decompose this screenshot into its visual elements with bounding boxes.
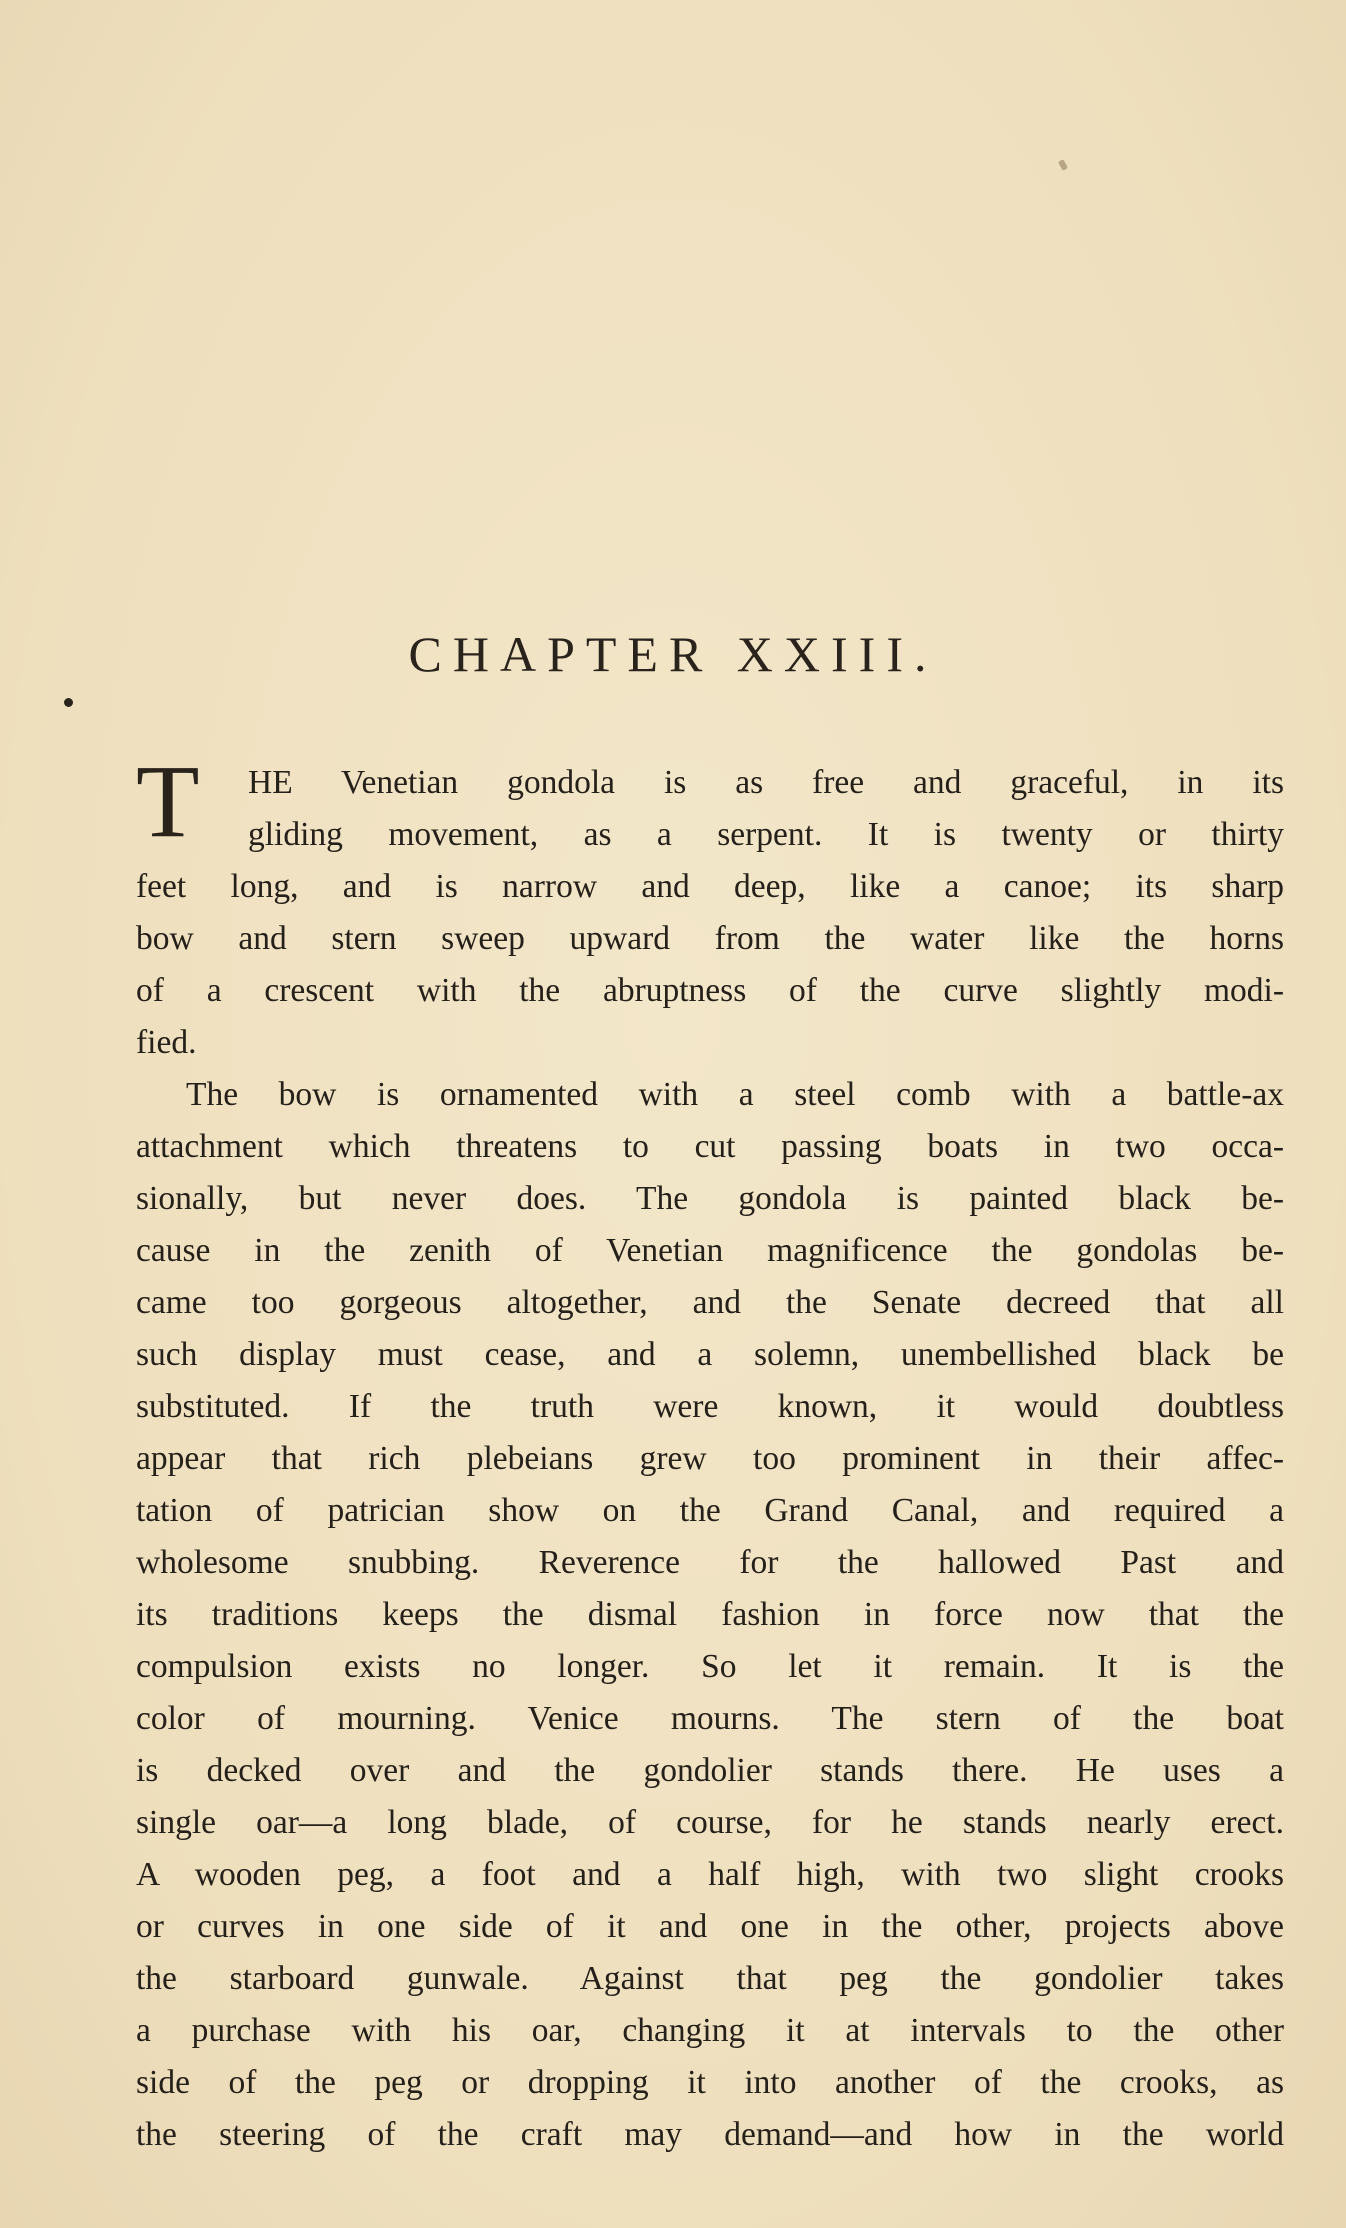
text-line: compulsion exists no longer. So let it remain. It is the — [136, 1648, 1284, 1685]
text-line: side of the peg or dropping it into another of the crooks, as — [136, 2064, 1284, 2101]
text-line: single oar—a long blade, of course, for he stands nearly erect. — [136, 1804, 1284, 1841]
text-line: tation of patrician show on the Grand Canal, and required a — [136, 1492, 1284, 1529]
paper-speck — [1058, 159, 1068, 171]
text-line: appear that rich plebeians grew too prominent in their affec- — [136, 1440, 1284, 1477]
text-line: A wooden peg, a foot and a half high, with two slight crooks — [136, 1856, 1284, 1893]
text-line: bow and stern sweep upward from the water like the horns — [136, 920, 1284, 957]
text-line: feet long, and is narrow and deep, like a canoe; its sharp — [136, 868, 1284, 905]
margin-dot — [64, 698, 73, 707]
text-line: cause in the zenith of Venetian magnificence the gondolas be- — [136, 1232, 1284, 1269]
text-line: such display must cease, and a solemn, unembellished black be — [136, 1336, 1284, 1373]
text-line: fied. — [136, 1024, 197, 1061]
drop-cap: T — [136, 744, 200, 859]
text-line: The bow is ornamented with a steel comb with a battle-ax — [186, 1076, 1284, 1113]
text-line: color of mourning. Venice mourns. The stern of the boat — [136, 1700, 1284, 1737]
text-line: its traditions keeps the dismal fashion in force now that the — [136, 1596, 1284, 1633]
chapter-heading: CHAPTER XXIII. — [408, 626, 938, 682]
text-line: wholesome snubbing. Reverence for the hallowed Past and — [136, 1544, 1284, 1581]
text-line: gliding movement, as a serpent. It is twenty or thirty — [248, 816, 1284, 853]
text-line: sionally, but never does. The gondola is painted black be- — [136, 1180, 1284, 1217]
text-line: attachment which threatens to cut passing boats in two occa- — [136, 1128, 1284, 1165]
text-line: HE Venetian gondola is as free and graceful, in its — [248, 764, 1284, 801]
text-line: of a crescent with the abruptness of the curve slightly modi- — [136, 972, 1284, 1009]
text-line: or curves in one side of it and one in the other, projects above — [136, 1908, 1284, 1945]
text-line: is decked over and the gondolier stands there. He uses a — [136, 1752, 1284, 1789]
text-line: the starboard gunwale. Against that peg the gondolier takes — [136, 1960, 1284, 1997]
text-line: the steering of the craft may demand—and how in the world — [136, 2116, 1284, 2153]
text-line: a purchase with his oar, changing it at intervals to the other — [136, 2012, 1284, 2049]
body-text — [136, 757, 1284, 2161]
text-line: substituted. If the truth were known, it would doubtless — [136, 1388, 1284, 1425]
text-line: came too gorgeous altogether, and the Senate decreed that all — [136, 1284, 1284, 1321]
